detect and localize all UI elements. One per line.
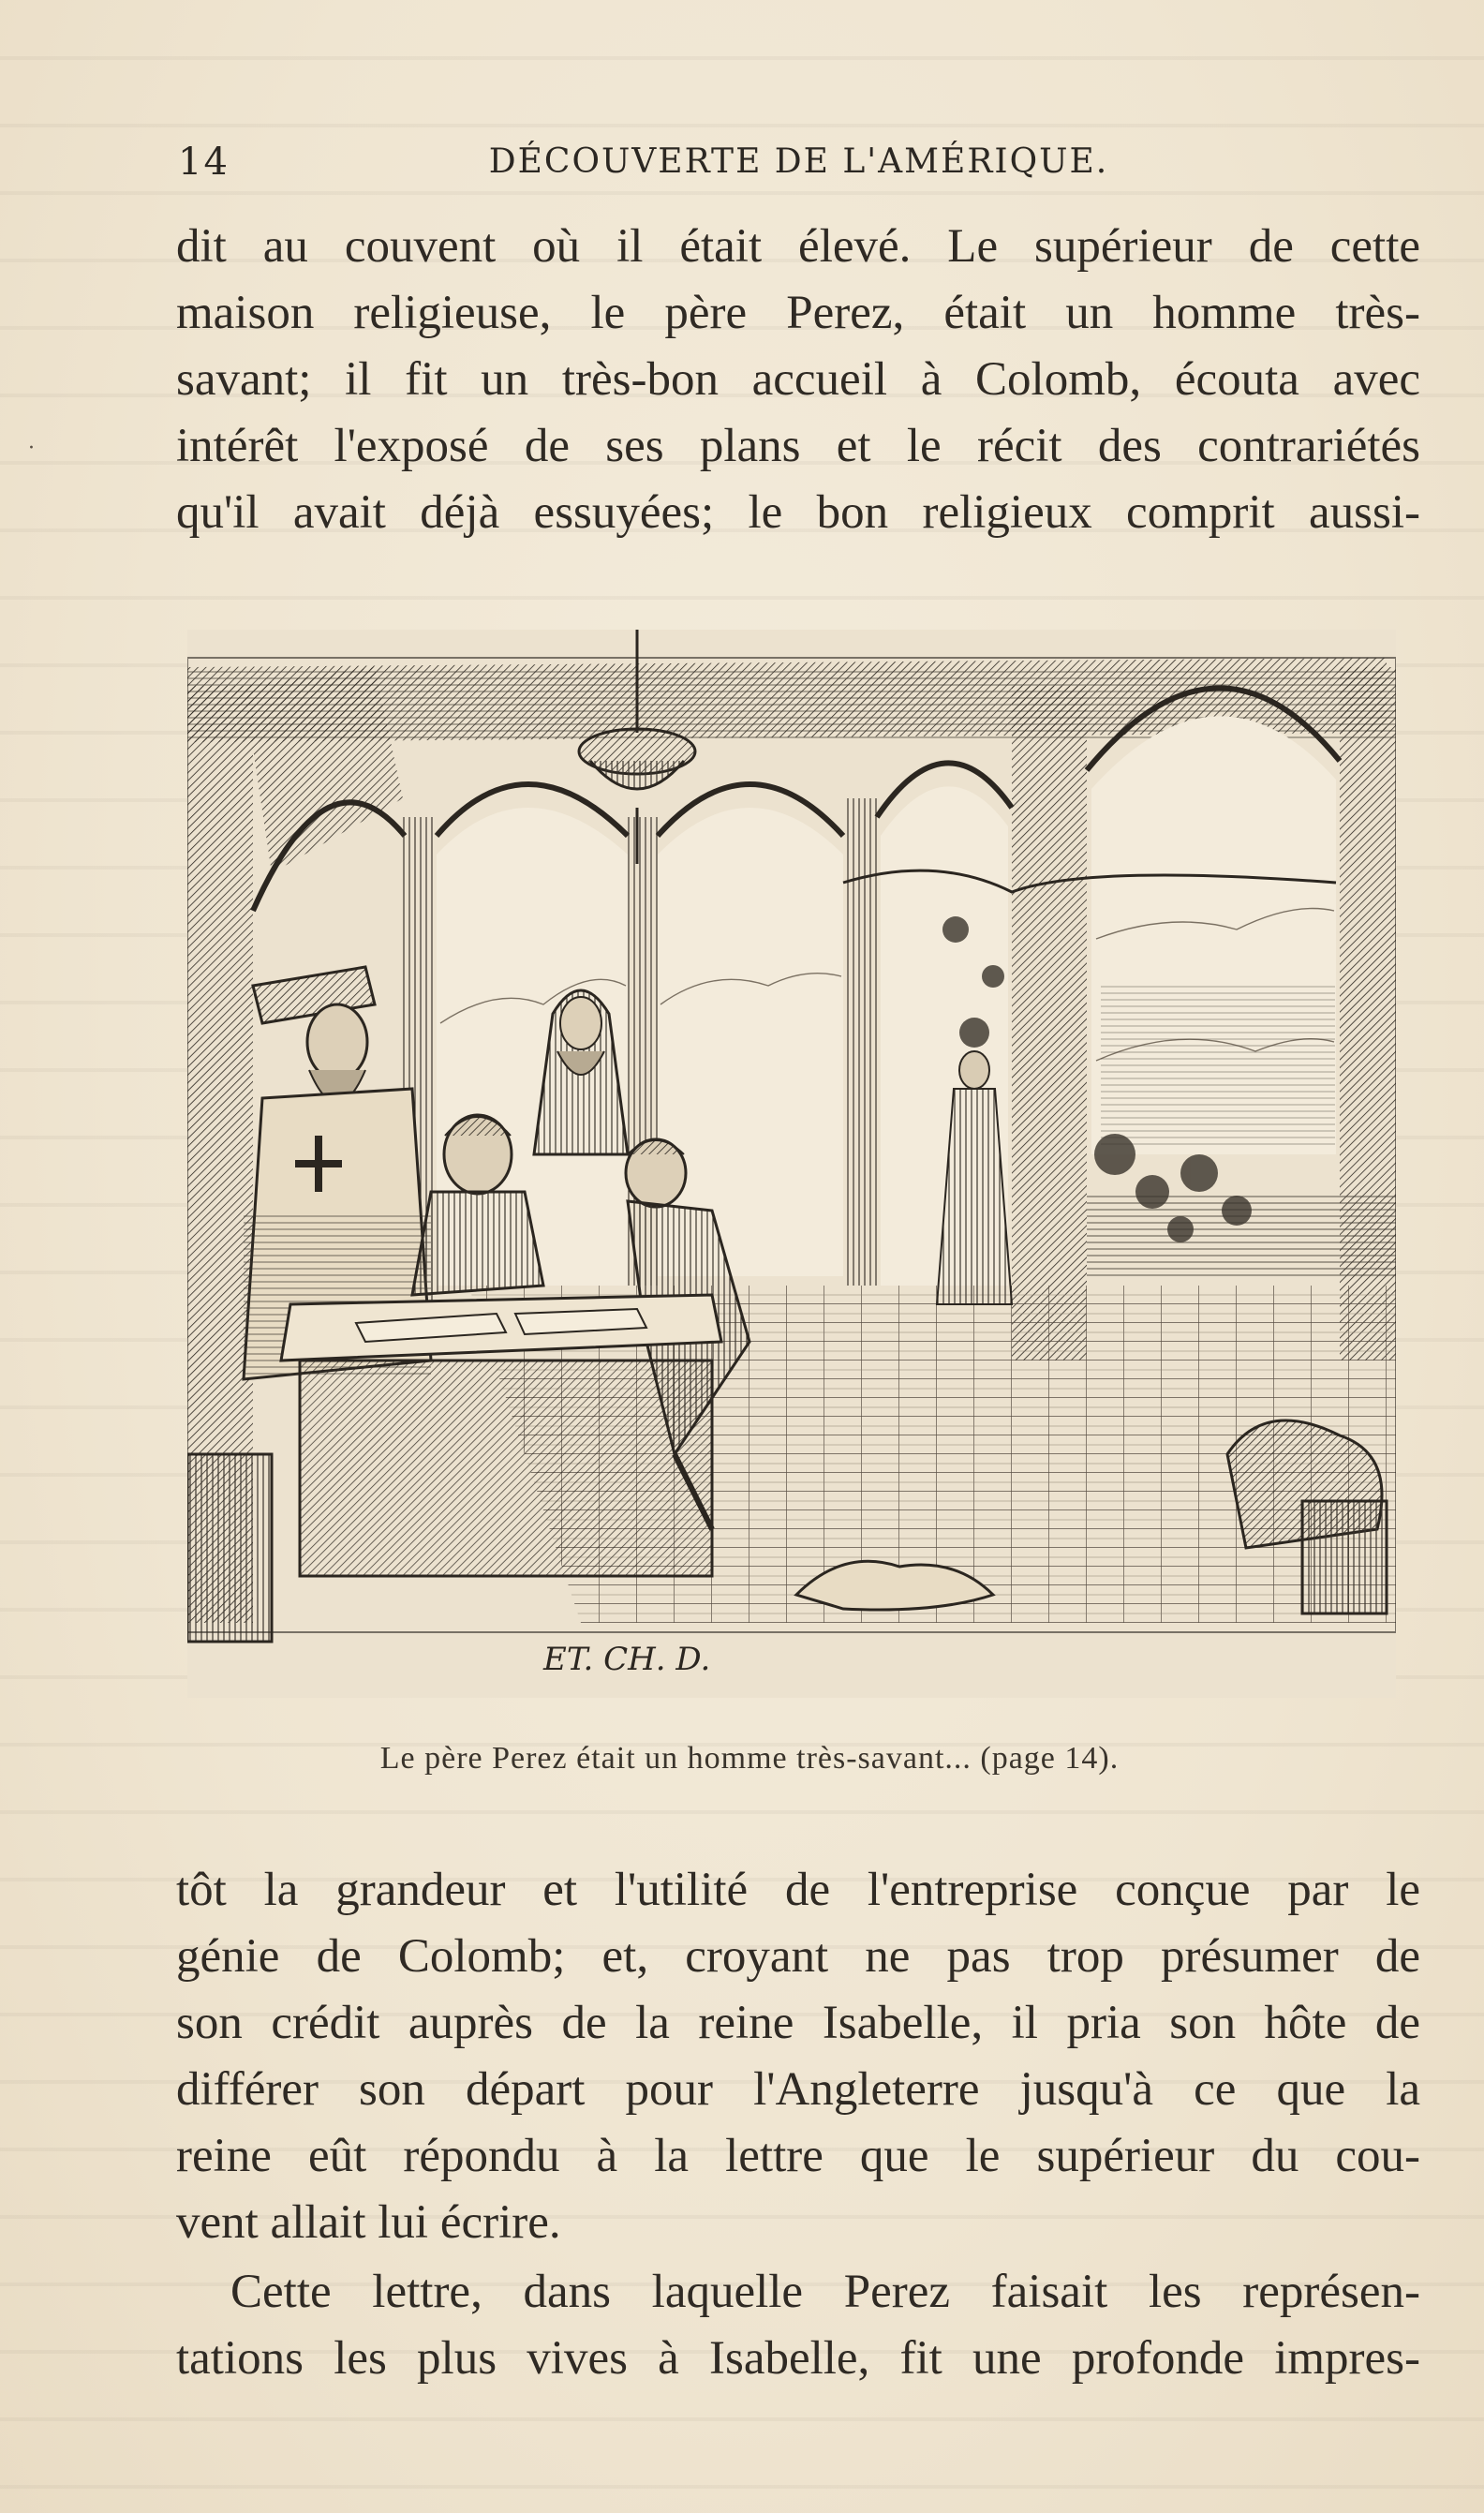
engraving-svg xyxy=(187,630,1396,1698)
text-line: Cette lettre, dans laquelle Perez faisait les représen- xyxy=(230,2266,1420,2318)
text-line: dit au couvent où il était élevé. Le supérieur de cette xyxy=(176,220,1420,273)
text-line: qu'il avait déjà essuyées; le bon religieux comprit aussi- xyxy=(176,486,1420,539)
engraving-illustration xyxy=(187,630,1396,1698)
page-number: 14 xyxy=(178,141,230,184)
table xyxy=(281,1295,721,1576)
engraver-signature: ET. CH. D. xyxy=(543,1641,711,1678)
text-line: son crédit auprès de la reine Isabelle, il pria son hôte de xyxy=(176,1997,1420,2049)
paragraph-2 xyxy=(176,1857,1420,2256)
text-line: génie de Colomb; et, croyant ne pas trop présumer de xyxy=(176,1930,1420,1983)
illustration-caption: Le père Perez était un homme très-savant... (page 14). xyxy=(379,1741,1120,1776)
paragraph-1 xyxy=(176,214,1420,546)
text-line: savant; il fit un très-bon accueil à Colomb, écouta avec xyxy=(176,353,1420,406)
margin-dot: · xyxy=(28,437,35,460)
text-line: différer son départ pour l'Angleterre jusqu'à ce que la xyxy=(176,2063,1420,2116)
text-line: tôt la grandeur et l'utilité de l'entreprise conçue par le xyxy=(176,1864,1420,1916)
page-header xyxy=(178,141,1419,197)
running-title: DÉCOUVERTE DE L'AMÉRIQUE. xyxy=(488,142,1109,181)
text-line: vent allait lui écrire. xyxy=(176,2196,561,2249)
text-line: reine eût répondu à la lettre que le supérieur du cou- xyxy=(176,2130,1420,2182)
text-line: maison religieuse, le père Perez, était un homme très- xyxy=(176,287,1420,339)
paragraph-3 xyxy=(176,2259,1420,2392)
text-line: intérêt l'exposé de ses plans et le récit des contrariétés xyxy=(176,420,1420,472)
text-line: tations les plus vives à Isabelle, fit une profonde impres- xyxy=(176,2332,1420,2385)
